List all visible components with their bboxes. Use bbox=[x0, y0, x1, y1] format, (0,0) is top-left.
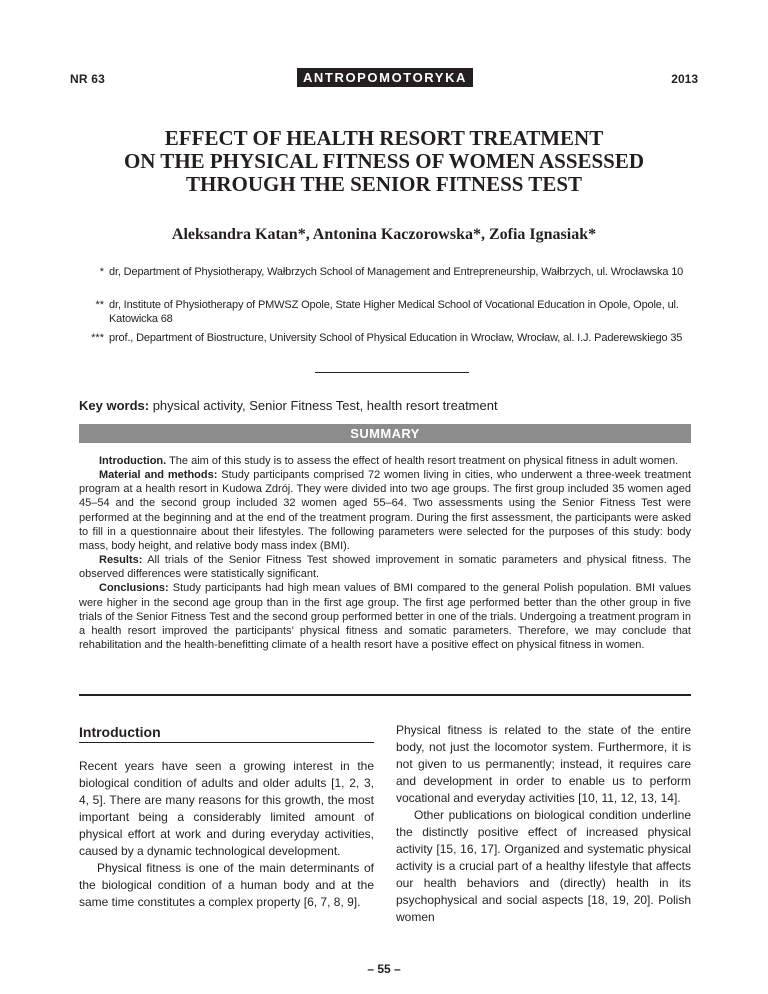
title-line-3: THROUGH THE SENIOR FITNESS TEST bbox=[185, 172, 583, 196]
author-list: Aleksandra Katan*, Antonina Kaczorowska*, Zofia Ignasiak* bbox=[171, 226, 597, 243]
keywords bbox=[79, 398, 498, 413]
page-number: – 55 – bbox=[367, 962, 401, 976]
body-paragraph: Recent years have seen a growing interest in the biological condition of adults and older adults [1, 2, 3, 4, 5]. There are many reasons for this growth, the most important being a considerably limited amount of physical effort at work and during everyday activities, caused by a dynamic technological development. bbox=[79, 759, 374, 858]
abstract-introduction bbox=[79, 454, 691, 468]
abstract-methods-label: Material and methods: bbox=[99, 469, 218, 482]
title-line-2: ON THE PHYSICAL FITNESS OF WOMEN ASSESSED bbox=[123, 149, 645, 173]
affiliation-text: dr, Institute of Physiotherapy of PMWSZ Opole, State Higher Medical School of Vocational Education in Opole, Opole, ul. Katowicka 68 bbox=[109, 299, 679, 325]
abstract-results bbox=[79, 553, 691, 581]
section-heading-underline bbox=[79, 742, 374, 743]
body-column-right bbox=[396, 722, 691, 926]
abstract bbox=[79, 454, 691, 652]
separator-line bbox=[315, 372, 469, 373]
affiliation-text: prof., Department of Biostructure, University School of Physical Education in Wrocław, Wrocław, al. I.J. Paderewskiego 35 bbox=[109, 332, 683, 344]
journal-name-banner: ANTROPOMOTORYKA bbox=[297, 68, 473, 87]
abstract-divider bbox=[79, 694, 691, 696]
publication-year: 2013 bbox=[671, 72, 698, 86]
article-title bbox=[60, 127, 708, 196]
abstract-results-text: All trials of the Senior Fitness Test showed improvement in somatic parameters and physical fitness. The observed differences were statistically significant. bbox=[79, 554, 691, 581]
body-paragraph: Physical fitness is one of the main determinants of the biological condition of a human body and at the same time constitutes a complex property [6, 7, 8, 9]. bbox=[79, 861, 374, 909]
affiliation-mark: * bbox=[99, 266, 104, 278]
keywords-label: Key words: bbox=[79, 398, 150, 413]
summary-heading: SUMMARY bbox=[79, 424, 691, 443]
title-line-1: EFFECT OF HEALTH RESORT TREATMENT bbox=[164, 126, 604, 150]
issue-number: NR 63 bbox=[70, 72, 106, 86]
affiliation-mark: *** bbox=[91, 332, 104, 344]
abstract-conclusions-text: Study participants had high mean values of BMI compared to the general Polish population. BMI values were higher in the second age group than in the first age group. The first age performed better than the other group in five trials of the Senior Fitness Test and the second group performed better in one of the trials. Undergoing a treatment program in a health resort improved the participants’ physical fitness and somatic parameters. Therefore, we may conclude that rehabilitation and the health-benefitting climate of a health resort have a positive effect on physical fitness in women. bbox=[79, 582, 691, 652]
abstract-intro-text: The aim of this study is to assess the effect of health resort treatment on physical fitness in adult women. bbox=[166, 455, 679, 467]
abstract-results-label: Results: bbox=[99, 554, 143, 567]
body-paragraph: Physical fitness is related to the state of the entire body, not just the locomotor system. Furthermore, it is not given to us permanently; instead, it requires care and development in order to enable us to perform vocational and everyday activities [10, 11, 12, 13, 14]. bbox=[396, 723, 691, 805]
body-column-left bbox=[79, 758, 374, 911]
keywords-text: physical activity, Senior Fitness Test, health resort treatment bbox=[149, 398, 498, 413]
body-paragraph: Other publications on biological condition underline the distinctly positive effect of increased physical activity [15, 16, 17]. Organized and systematic physical activity is a crucial part of a healthy lifestyle that affects our health behaviors and (directly) health in its psychophysical and social aspects [18, 19, 20]. Polish women bbox=[396, 808, 691, 924]
abstract-conclusions bbox=[79, 581, 691, 652]
abstract-methods-text: Study participants comprised 72 women living in cities, who underwent a three-week treatment program at a health resort in Kudowa Zdrój. They were divided into two age groups. The first group included 35 women aged 45–54 and the second group included 32 women aged 55–64. Two assessments using the Senior Fitness Test were performed at the beginning and at the end of the treatment program. During the first assessment, the participants were asked to fill in a questionnaire about their lifestyles. The following parameters were selected for the purposes of this study: body mass, body height, and relative body mass index (BMI). bbox=[79, 469, 691, 552]
section-heading-introduction: Introduction bbox=[79, 724, 161, 740]
abstract-conclusions-label: Conclusions: bbox=[99, 582, 169, 595]
abstract-intro-label: Introduction. bbox=[99, 455, 167, 467]
affiliation-mark: ** bbox=[95, 299, 104, 311]
affiliation-text: dr, Department of Physiotherapy, Wałbrzych School of Management and Entrepreneurship, Wałbrzych, ul. Wrocławska 10 bbox=[109, 266, 684, 278]
abstract-methods bbox=[79, 468, 691, 553]
